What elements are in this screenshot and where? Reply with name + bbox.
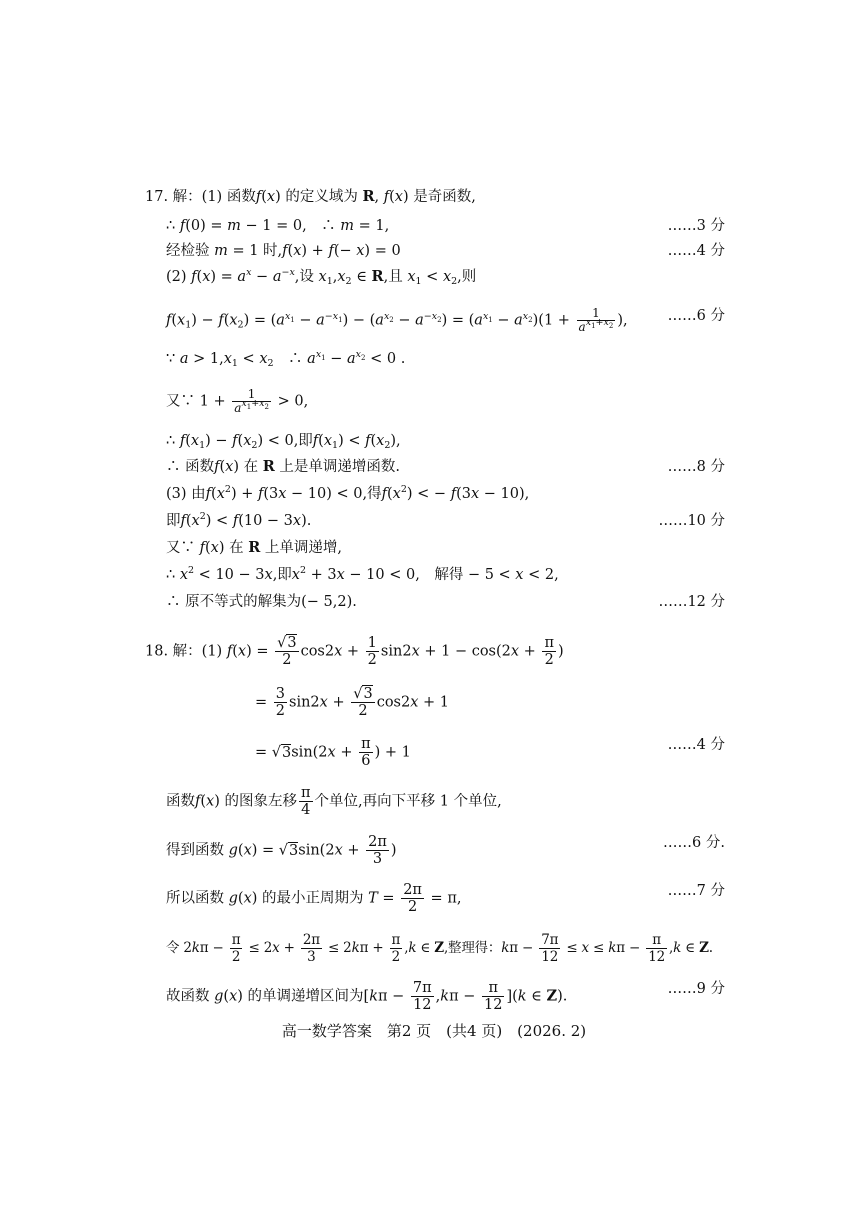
p17-score8: ……8 分 [667,459,725,475]
p17-score1: ……3 分 [667,218,725,234]
p17-line10: 即$f(x^2) < f(10 - 3x)$. [166,511,312,529]
p18-line4: 函数f(x) 的图象左移 $\frac{\pi}{4}$ 个单位,再向下平移 1 个单位, [166,785,502,818]
p18-line1: 18. 解：(1) f(x) = $\frac{√3}{2}$ cos2x + $\frac{1}{2}$ sin2x + 1 − cos(2x + $\frac{\pi}{2}$ ) [145,635,564,668]
p17-line1: ∴ f(0) = m − 1 = 0, ∴ m = 1, [166,218,390,234]
p18-line3: = √3sin(2x + $\frac{\pi}{6}$ ) + 1 [255,736,411,769]
p17-score13: ……12 分 [658,594,725,610]
p18-line8: 故函数 g(x) 的单调递增区间为[kπ − $\frac{7\pi}{12}$ ,kπ − $\frac{\pi}{12}$ ](k ∈ Z). [166,980,568,1013]
p18-line6: 所以函数 g(x) 的最小正周期为 T = $\frac{2\pi}{2}$ = π, [166,882,462,915]
p17-score2: ……4 分 [667,243,725,259]
p17-line11: 又∵ f(x) 在 R 上单调递增, [166,539,343,556]
p18-line5: 得到函数 g(x) = √3sin(2x + $\frac{2\pi}{3}$ ) [166,834,397,867]
p18-score6: ……7 分 [667,883,725,899]
p17-score10: ……10 分 [658,513,725,529]
p18-score5: ……6 分. [663,835,725,851]
p17-line13: ∴ 原不等式的解集为(− 5,2). [166,594,357,610]
p18-score8: ……9 分 [667,981,725,997]
p17-line6: 又∵ 1 + $\frac{1}{a^{x_1+x_2}}$ > 0, [166,387,309,415]
p18-score3: ……4 分 [667,737,725,753]
p17-line4: $f(x_1) - f(x_2) = (a^{x_1} - a^{-x_1}) - (a^{x_2} - a^{-x_2}) = (a^{x_1} - a^{x_2})(1$ + $\frac{1}{a^{x_1+x_2}}$ ), [166,306,628,334]
p17-line9: (3) 由$f(x^2) + f(3x - 10) < 0$,得$f(x^2)$ < − f(3x − 10), [166,484,530,502]
p17-score4: ……6 分 [667,308,725,324]
p18-line2: = $\frac{3}{2}$ sin2x + $\frac{√3}{2}$ cos2x + 1 [255,686,450,719]
p17-line12: ∴ $x^2 < 10 - 3x$,即$x^2 + 3x - 10 < 0$, 解得 − 5 < x < 2, [166,565,559,583]
p17-line7: ∴ $f(x_1) - f(x_2) < 0$,即$f(x_1) < f(x_2)$, [166,433,401,451]
p18-line7: 令 2kπ − $\frac{\pi}{2}$ ≤ 2x + $\frac{2\pi}{3}$ ≤ 2kπ + $\frac{\pi}{2}$ ,k ∈ Z,整理得：kπ − $\frac{7\pi}{12}$ ≤ x ≤ kπ − $\frac{\pi}{12}$ ,k ∈ Z. [166,932,713,965]
p17-line3: (2) $f(x) = a^x - a^{-x}$,设 $x_1,x_2$ ∈ R,且 $x_1 < x_2$,则 [166,267,477,287]
p17-line2: 经检验 m = 1 时,f(x) + f(− x) = 0 [166,243,401,259]
p17-header: 17. 解：(1) 函数f(x) 的定义域为 R, f(x) 是奇函数, [145,188,476,205]
p17-line5: ∵ $a > 1,x_1 < x_2$ ∴ $a^{x_1} - a^{x_2} < 0$ . [166,349,406,369]
p17-line8: ∴ 函数f(x) 在 R 上是单调递增函数. [166,458,401,475]
page-footer: 高一数学答案 第2 页 (共4 页) (2026. 2) [281,1022,587,1040]
